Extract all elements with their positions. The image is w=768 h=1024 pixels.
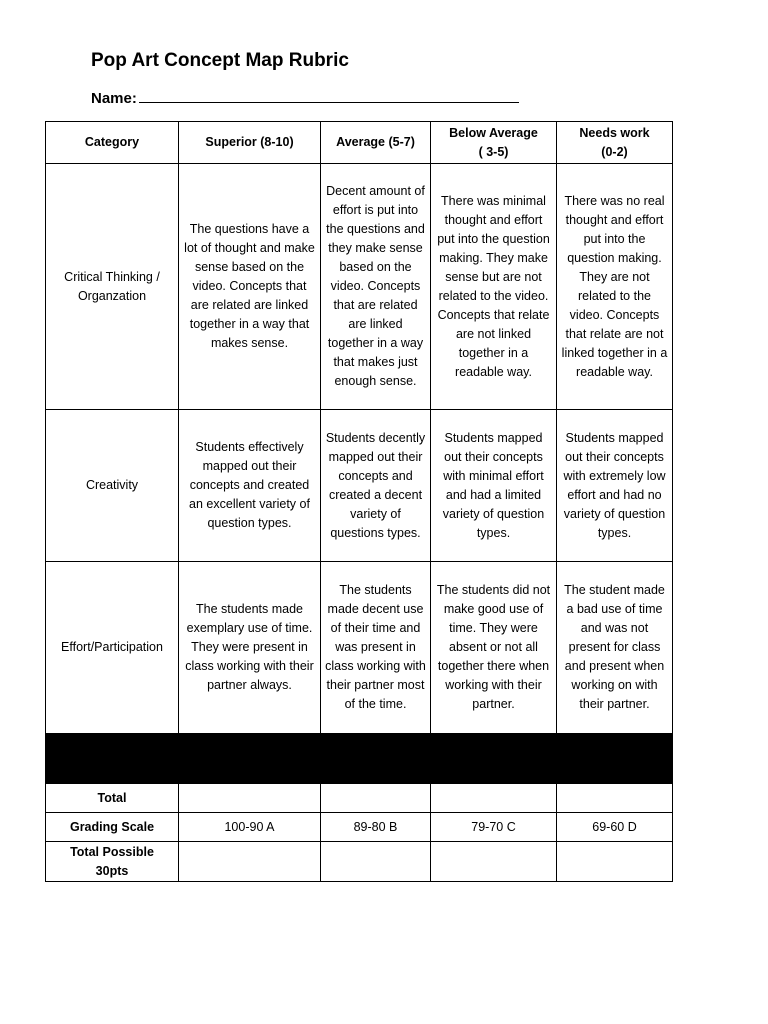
total-cell-below-average: [431, 784, 557, 813]
name-label: Name:: [91, 90, 137, 107]
header-superior: Superior (8-10): [179, 122, 321, 164]
category-creativity: Creativity: [46, 410, 179, 562]
grading-scale-label: Grading Scale: [46, 813, 179, 842]
total-cell-needs-work: [557, 784, 673, 813]
total-label: Total: [46, 784, 179, 813]
row-effort-participation: [46, 562, 673, 734]
cell-below-average: The students did not make good use of time. They were absent or not all together there when working with their partner.: [431, 562, 557, 734]
total-possible-label: Total Possible 30pts: [46, 842, 179, 882]
total-cell-superior: [179, 784, 321, 813]
cell-average: Students decently mapped out their concepts and created a decent variety of questions types.: [321, 410, 431, 562]
grade-superior: 100-90 A: [179, 813, 321, 842]
grade-average: 89-80 B: [321, 813, 431, 842]
cell-superior: The students made exemplary use of time. They were present in class working with their partner always.: [179, 562, 321, 734]
header-below-average: Below Average ( 3-5): [431, 122, 557, 164]
total-cell-average: [321, 784, 431, 813]
name-field: [91, 88, 519, 107]
name-blank-line: [139, 88, 519, 103]
header-category: Category: [46, 122, 179, 164]
category-effort-participation: Effort/Participation: [46, 562, 179, 734]
cell-superior: The questions have a lot of thought and make sense based on the video. Concepts that are related are linked together in a way that makes sense.: [179, 164, 321, 410]
total-possible-cell-average: [321, 842, 431, 882]
grade-below-average: 79-70 C: [431, 813, 557, 842]
category-critical-thinking: Critical Thinking / Organzation: [46, 164, 179, 410]
total-row: [46, 784, 673, 813]
cell-needs-work: Students mapped out their concepts with extremely low effort and had no variety of question types.: [557, 410, 673, 562]
grading-scale-row: [46, 813, 673, 842]
page-title: Pop Art Concept Map Rubric: [91, 50, 349, 71]
header-average: Average (5-7): [321, 122, 431, 164]
row-critical-thinking: [46, 164, 673, 410]
cell-needs-work: There was no real thought and effort put into the question making. They are not related to the video. Concepts that relate are not linked together in a readable way.: [557, 164, 673, 410]
header-row: [46, 122, 673, 164]
total-possible-cell-superior: [179, 842, 321, 882]
black-separator-row: [46, 734, 673, 784]
cell-superior: Students effectively mapped out their concepts and created an excellent variety of question types.: [179, 410, 321, 562]
cell-average: The students made decent use of their time and was present in class working with their partner most of the time.: [321, 562, 431, 734]
cell-needs-work: The student made a bad use of time and was not present for class and present when working on with their partner.: [557, 562, 673, 734]
cell-below-average: There was minimal thought and effort put into the question making. They make sense but are not related to the video. Concepts that relate are not linked together in a readable way.: [431, 164, 557, 410]
rubric-table: [45, 121, 673, 882]
cell-average: Decent amount of effort is put into the questions and they make sense based on the video. Concepts that are related are linked together in a way that makes just enough sense.: [321, 164, 431, 410]
total-possible-row: [46, 842, 673, 882]
row-creativity: [46, 410, 673, 562]
total-possible-cell-needs-work: [557, 842, 673, 882]
grade-needs-work: 69-60 D: [557, 813, 673, 842]
black-separator-cell: [46, 734, 673, 784]
header-needs-work: Needs work (0-2): [557, 122, 673, 164]
cell-below-average: Students mapped out their concepts with minimal effort and had a limited variety of question types.: [431, 410, 557, 562]
total-possible-cell-below-average: [431, 842, 557, 882]
